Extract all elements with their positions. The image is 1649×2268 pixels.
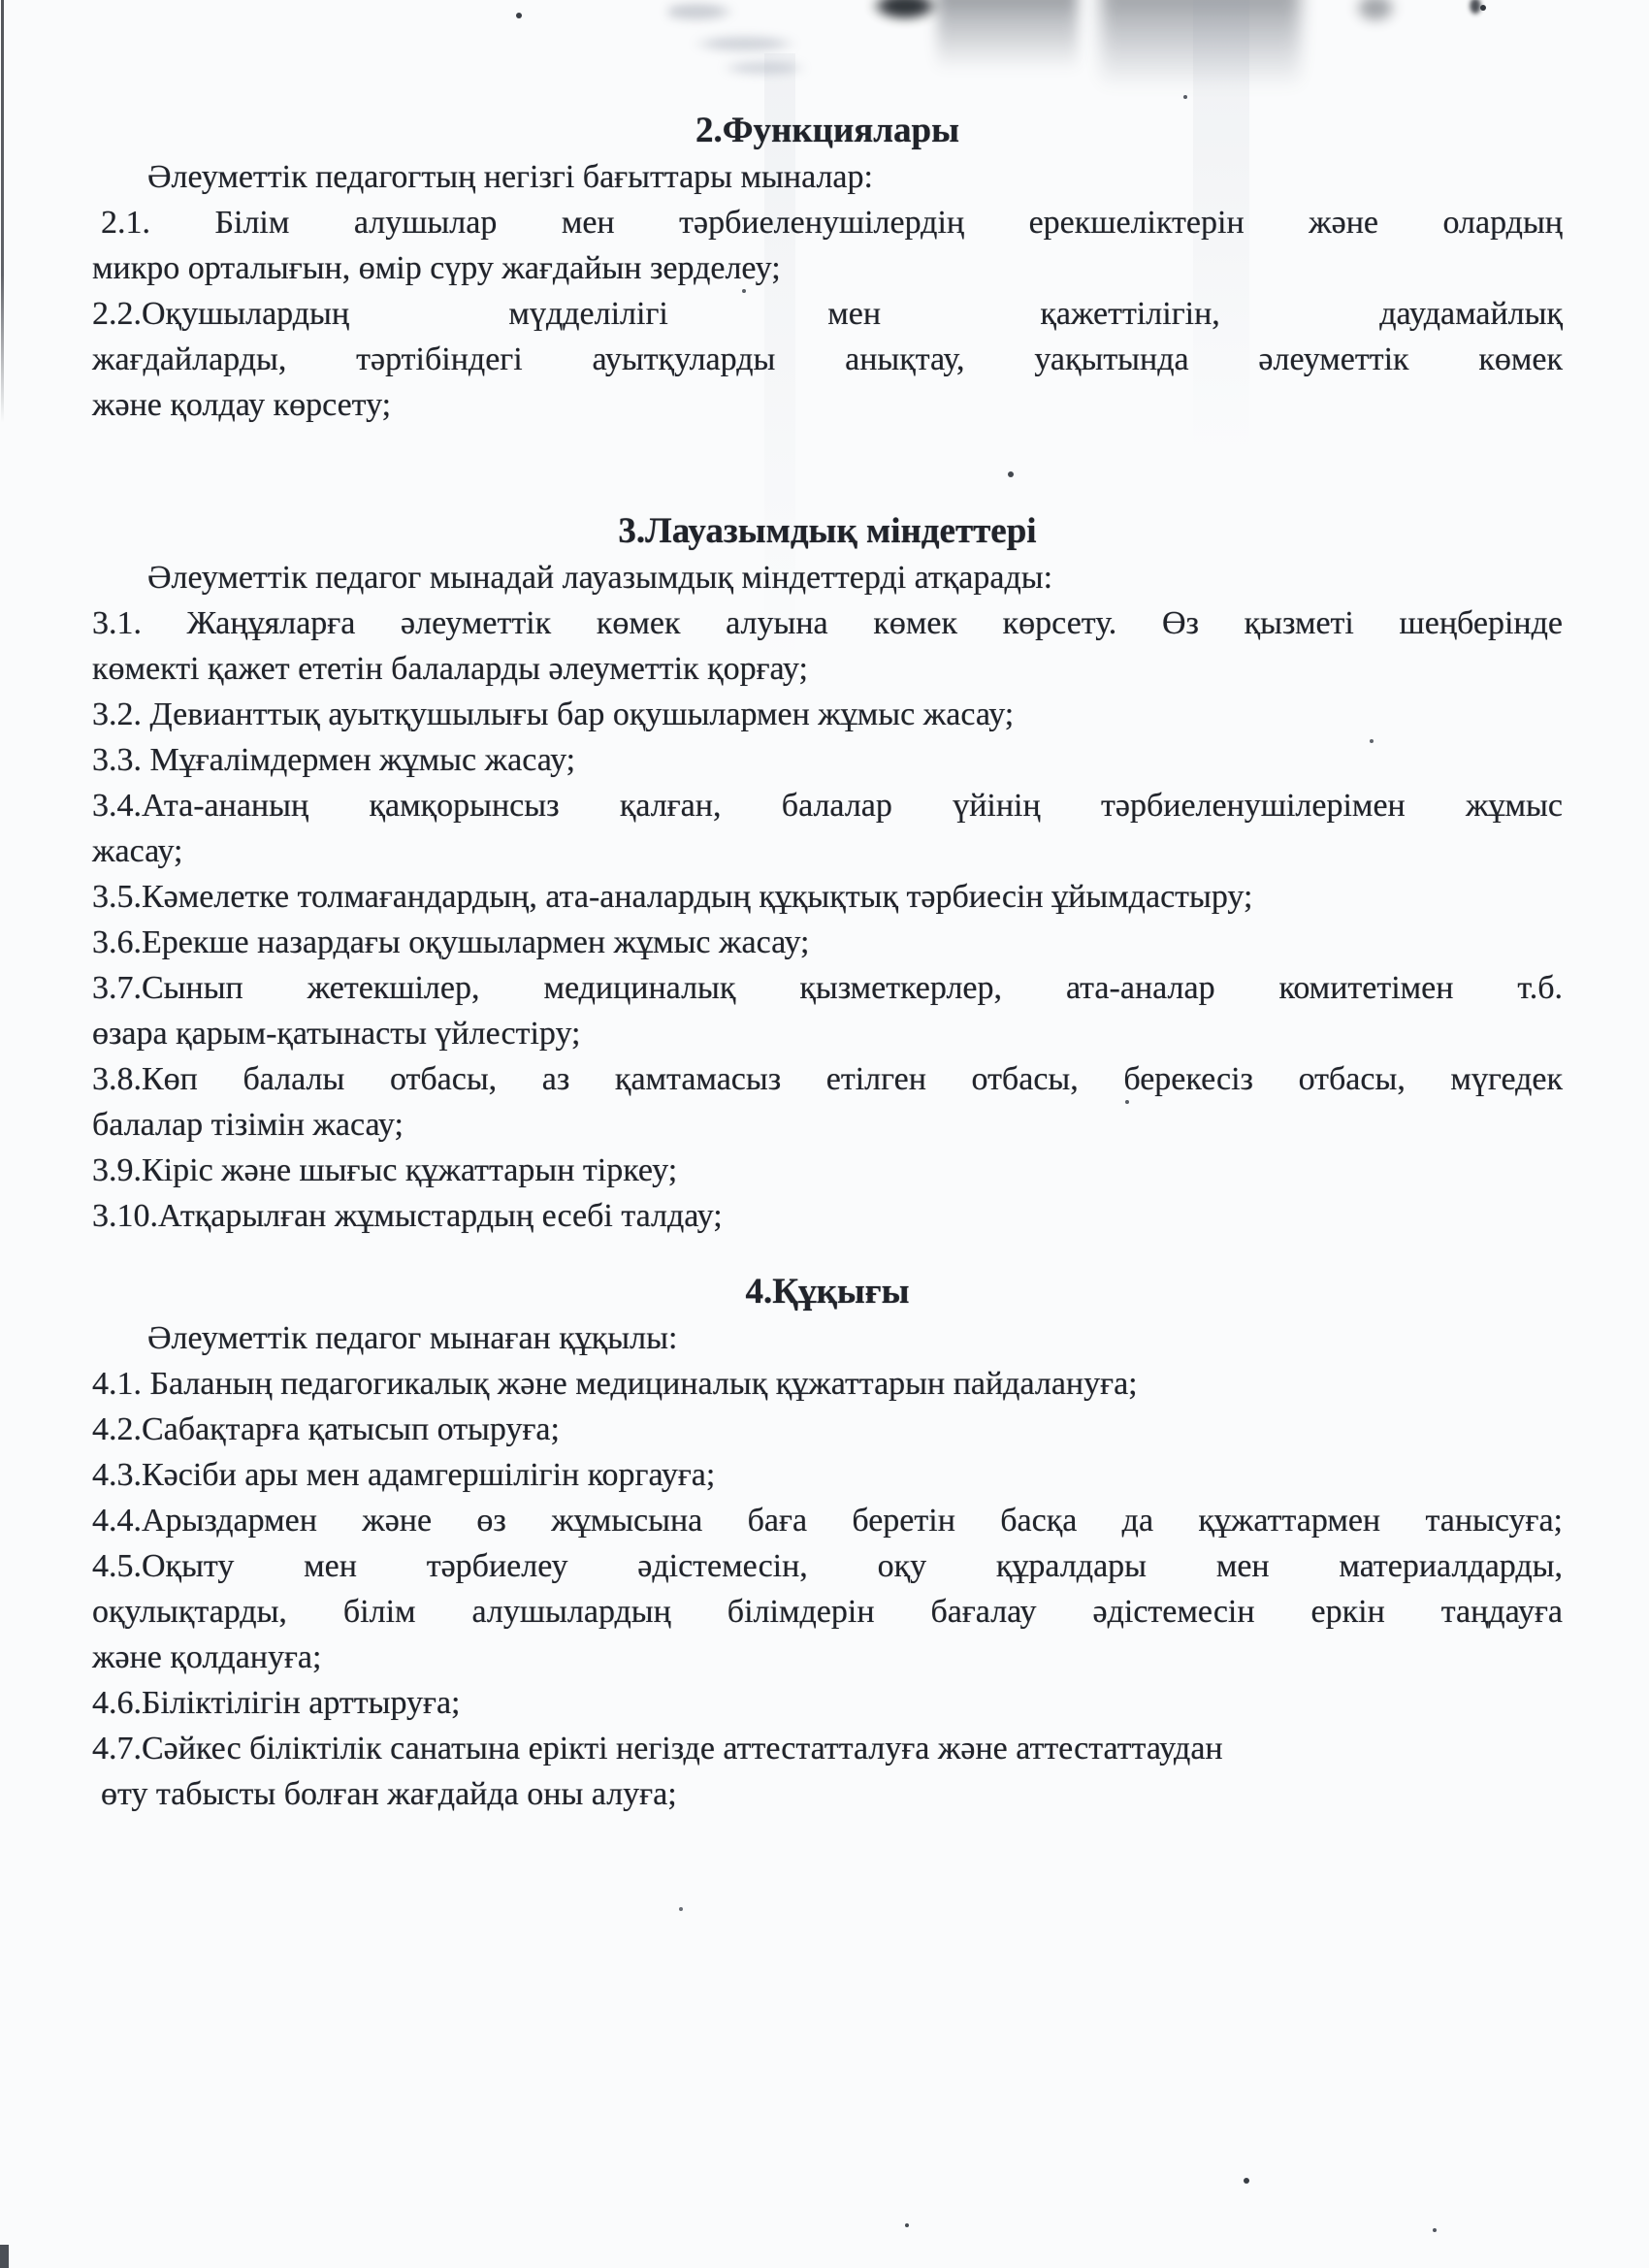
item-3-5: 3.5.Кәмелетке толмағандардың, ата-аналардың құқықтық тәрбиесін ұйымдастыру; xyxy=(92,879,1253,915)
scan-smudge-top-streak-2 xyxy=(1101,0,1300,115)
item-4-5-line-1: 4.5.Оқыту мен тәрбиелеу әдістемесін, оқу құралдары мен материалдарды, xyxy=(92,1548,1563,1584)
section-3-heading: 3.Лауазымдық міндеттері xyxy=(618,511,1037,551)
item-3-4-line-1: 3.4.Ата-ананың қамқорынсыз қалған, балалар үйінің тәрбиеленушілерімен жұмыс xyxy=(92,788,1563,824)
item-3-1-line-1: 3.1. Жаңұяларға әлеуметтік көмек алуына көмек көрсету. Өз қызметі шеңберінде xyxy=(92,605,1563,641)
item-2-2-line-2: жағдайларды, тәртібіндегі ауытқуларды анықтау, уақытында әлеуметтік көмек xyxy=(92,341,1563,377)
section-4-heading: 4.Құқығы xyxy=(745,1272,910,1312)
item-4-7-line-2: өту табысты болған жағдайда оны алуға; xyxy=(101,1776,677,1812)
section-functions xyxy=(92,107,1563,428)
section-4-intro: Әлеуметтік педагог мынаған құқылы: xyxy=(147,1320,678,1356)
item-2-2-line-3: және қолдау көрсету; xyxy=(92,387,392,423)
scan-smudge-top-right xyxy=(1351,0,1400,35)
scan-edge-line xyxy=(1,0,4,423)
item-4-7-line-1: 4.7.Сәйкес біліктілік санатына ерікті негізде аттестатталуға және аттестаттаудан xyxy=(92,1731,1223,1766)
item-2-1-line-2: микро орталығын, өмір сүру жағдайын зерделеу; xyxy=(92,250,781,286)
scan-smudge-top-blob xyxy=(866,0,944,31)
item-3-10: 3.10.Атқарылған жұмыстардың есебі талдау; xyxy=(92,1198,723,1234)
item-3-7-line-2: өзара қарым-қатынасты үйлестіру; xyxy=(92,1016,581,1052)
item-4-2: 4.2.Сабақтарға қатысып отыруға; xyxy=(92,1411,560,1447)
item-4-4: 4.4.Арыздармен және өз жұмысына баға беретін басқа да құжаттармен танысуға; xyxy=(92,1503,1563,1539)
item-4-5-line-3: және қолдануға; xyxy=(92,1639,322,1675)
scan-corner-mark xyxy=(0,2245,9,2268)
item-3-4-line-2: жасау; xyxy=(92,833,183,869)
document-content xyxy=(92,107,1563,1817)
item-3-7-line-1: 3.7.Сынып жетекшілер, медициналық қызметкерлер, ата-аналар комитетімен т.б. xyxy=(92,970,1563,1006)
item-4-5-line-2: оқулықтарды, білім алушылардың білімдерін бағалау әдістемесін еркін таңдауға xyxy=(92,1594,1563,1630)
item-3-8-line-1: 3.8.Көп балалы отбасы, аз қамтамасыз етілген отбасы, берекесіз отбасы, мүгедек xyxy=(92,1061,1563,1097)
item-2-2-line-1: 2.2.Оқушылардың мүдделілігі мен қажеттілігін, даудамайлық xyxy=(92,296,1563,332)
section-2-heading: 2.Функциялары xyxy=(695,111,960,150)
item-4-3: 4.3.Кәсіби ары мен адамгершілігін коргауға; xyxy=(92,1457,716,1493)
item-3-9: 3.9.Кіріс және шығыс құжаттарын тіркеу; xyxy=(92,1152,678,1188)
item-4-1: 4.1. Баланың педагогикалық және медициналық құжаттарын пайдалануға; xyxy=(92,1366,1138,1402)
scan-smudge-top-edge xyxy=(1467,0,1484,21)
scan-specks xyxy=(0,0,4,4)
item-2-1-line-1: 2.1. Білім алушылар мен тәрбиеленушілердің ерекшеліктерін және олардың xyxy=(101,205,1563,241)
item-3-2: 3.2. Девианттық ауытқушылығы бар оқушылармен жұмыс жасау; xyxy=(92,697,1015,732)
section-3-intro: Әлеуметтік педагог мынадай лауазымдық міндеттерді атқарады: xyxy=(147,560,1053,596)
item-3-3: 3.3. Мұғалімдермен жұмыс жасау; xyxy=(92,742,576,778)
scan-smudge-top-left xyxy=(667,0,813,78)
item-3-6: 3.6.Ерекше назардағы оқушылармен жұмыс жасау; xyxy=(92,924,810,960)
item-3-8-line-2: балалар тізімін жасау; xyxy=(92,1107,404,1143)
section-2-intro: Әлеуметтік педагогтың негізгі бағыттары мыналар: xyxy=(147,159,873,195)
section-duties xyxy=(92,507,1563,1239)
section-rights xyxy=(92,1268,1563,1817)
item-3-1-line-2: көмекті қажет ететін балаларды әлеуметтік қорғау; xyxy=(92,651,808,687)
scan-smudge-top-streak-1 xyxy=(937,0,1078,85)
item-4-6: 4.6.Біліктілігін арттыруға; xyxy=(92,1685,461,1721)
